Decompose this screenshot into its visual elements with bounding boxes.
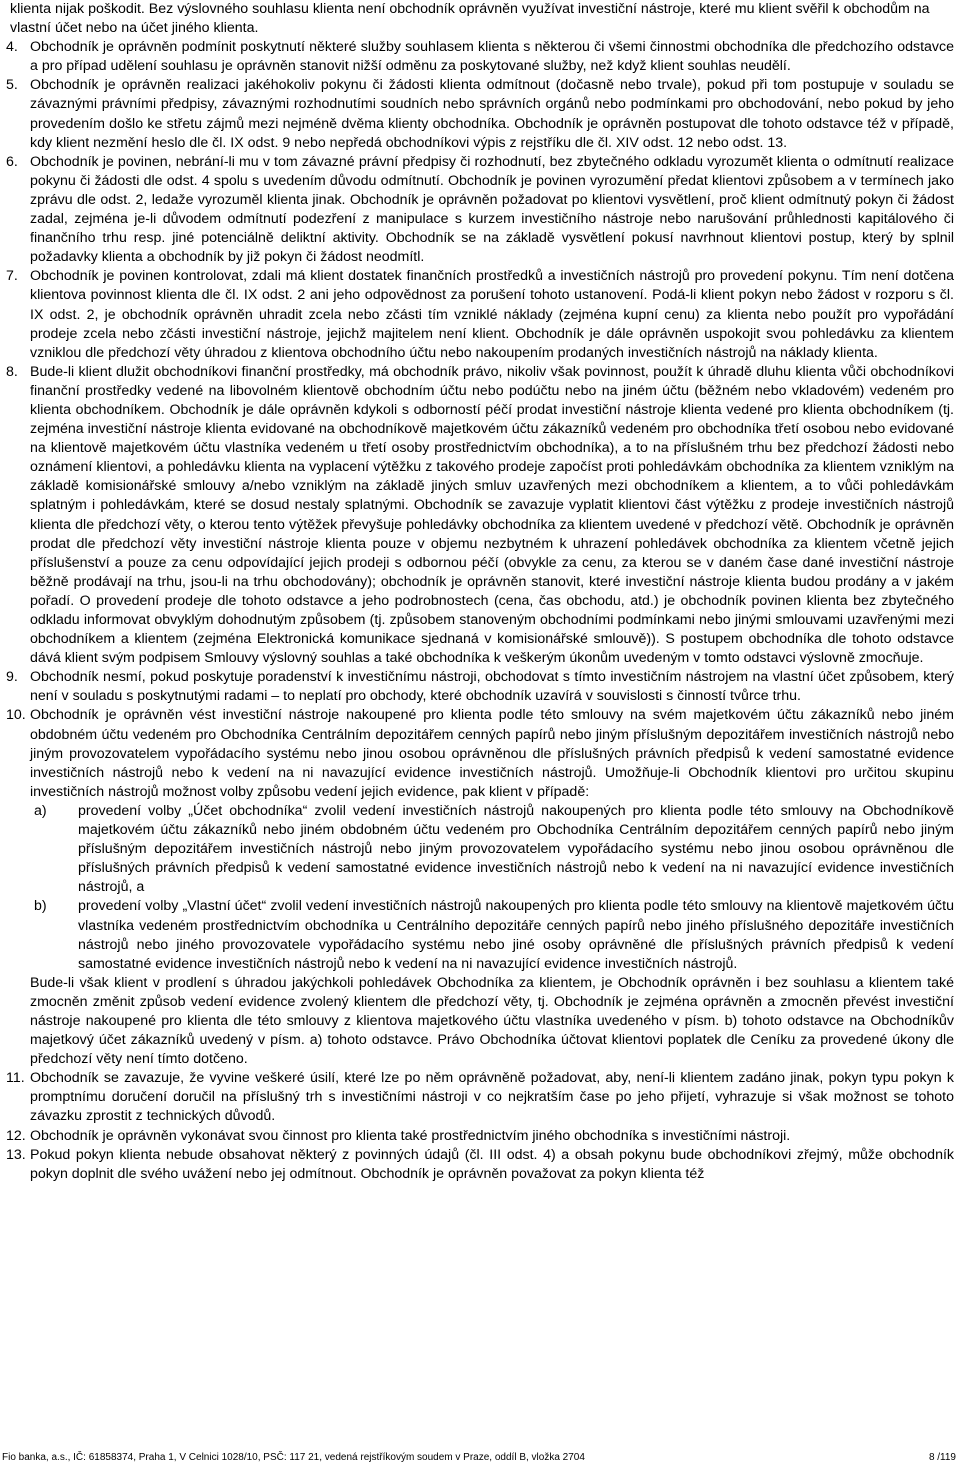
list-item xyxy=(0,1146,960,1184)
item-number: 8. xyxy=(6,363,18,380)
page-footer xyxy=(0,1451,960,1465)
sub-item-text: provedení volby „Účet obchodníka“ zvolil vedení investičních nástrojů nakoupených pro klienta podle této smlouvy na Obchodníkově majetkovém účtu zákazníků nebo jiném obdobném účtu vedeném pro Obchodníka Centrálním depozitářem cenných papírů nebo jiným příslušným depozitářem investičních nástrojů nebo jiným provozovatelem vypořádacího systému nebo jinou osobou oprávněnou dle příslušných právních předpisů k vedení samostatné evidence investičních nástrojů nebo k vedení na ni navazující evidence investičních nástrojů, a xyxy=(78,802,954,896)
item-number: 7. xyxy=(6,268,18,285)
item-number: 9. xyxy=(6,669,18,686)
list-item xyxy=(0,668,960,706)
sub-item-a xyxy=(30,802,954,897)
item-number: 11. xyxy=(6,1070,25,1087)
item-number: 10. xyxy=(6,707,26,724)
item-number: 13. xyxy=(6,1146,26,1163)
sub-item-b xyxy=(30,897,954,973)
list-item xyxy=(0,1127,960,1146)
list-item xyxy=(0,706,960,1069)
list-item xyxy=(0,1069,960,1126)
list-item xyxy=(0,76,960,152)
sub-item-label: a) xyxy=(34,802,47,819)
item-text: Pokud pokyn klienta nebude obsahovat některý z povinných údajů (čl. III odst. 4) a obsah pokynu bude obchodníkovi zřejmý, může obchodník pokyn doplnit dle svého uvážení nebo jej odmítnout. Obchodník je oprávněn považovat za pokyn klienta též xyxy=(30,1146,954,1182)
item-text: Bude-li klient dlužit obchodníkovi finanční prostředky, má obchodník právo, nikoliv však povinnost, použít k úhradě dluhu klienta vůči obchodníkovi finanční prostředky vedené na libovolném klientově obchodním účtu nebo podúčtu nebo na jiném účtu (běžném nebo vkladovém) vedeném pro klienta obchodníkem. Obchodník je dále oprávněn kdykoli s odborností péčí prodat investiční nástroje klienta vedené pro klienta obchodníkem (tj. zejména investiční nástroje klienta evidované na obchodníkově majetkovém účtu zákazníků vedeném pro obchodníka třetí osobou nebo evidované na klientově majetkovém účtu vlastníka vedeném u třetí osoby prostřednictvím obchodníka), a to na příslušném trhu bez předchozí žádosti nebo oznámení klientovi, a pohledávku klienta na vyplacení výtěžku z takového prodeje započíst proti pohledávkám obchodníka za klientem vzniklým na základě komisionářské smlouvy a/nebo vzniklým na základě jiných smluv uzavřených mezi obchodníkem a klientem, a to vůči pohledávkám splatným i pohledávkám, které se dosud nestaly splatnými. Obchodník se zavazuje vyplatit klientovi část výtěžku z prodeje investičních nástrojů klienta dle předchozí věty, o kterou tento výtěžek převyšuje pohledávky obchodníka za klientem uvedené v předchozí větě. Obchodník je oprávněn prodat dle předchozí věty investiční nástroje klienta pouze v objemu nezbytném k uhrazení pohledávek obchodníka za klientem včetně jejich příslušenství a pouze za cenu odpovídající jejich prodeji s odbornou péčí (obvykle za cenu, za kterou se v daném čase dané investiční nástroje běžně prodávají na trhu, jsou-li na trhu obchodovány); obchodník je oprávněn stanovit, které investiční nástroje klienta budou prodány a v jakém pořadí. O provedení prodeje dle tohoto odstavce a jeho podrobnostech (cena, čas obchodu, atd.) je obchodník povinen klienta bez zbytečného odkladu informovat obvyklým dohodnutým způsobem (tj. způsobem stanoveným obchodními podmínkami nebo jinými smlouvami uzavřenými mezi obchodníkem a klientem (zejména Elektronická komunikace sjednaná v komisionářské smlouvě)). S postupem obchodníka dle tohoto odstavce dává klient svým podpisem Smlouvy výslovný souhlas a také obchodníka k veškerým úkonům uvedeným v tomto odstavci výslovně zmocňuje. xyxy=(30,363,954,667)
item-text: Obchodník je oprávněn realizaci jakéhokoliv pokynu či žádosti klienta odmítnout (dočasně nebo trvale), pokud při tom postupuje v souladu se závaznými právními předpisy, závaznými rozhodnutími soudních nebo správních orgánů nebo podmínkami pro obchodování, nebo pokud by jeho provedením došlo ke střetu zájmů mezi nejméně dvěma klienty obchodníka. Obchodník je oprávněn postupovat dle tohoto odstavce též v případě, kdy klient nezmění heslo dle čl. IX odst. 9 nebo nepředá obchodníkovi výpis z rejstříku dle čl. XIV odst. 12 nebo odst. 13. xyxy=(30,77,954,151)
item-continuation-text: Bude-li však klient v prodlení s úhradou jakýchkoli pohledávek Obchodníka za klientem, je Obchodník oprávněn i bez souhlasu a klientem také zmocněn změnit způsob vedení evidence zvolený klientem dle předchozí věty, tj. Obchodník je zejména oprávněn a zmocněn převést investiční nástroje nakoupené pro klienta dle této smlouvy z klientova majetkového účtu vlastníka uvedeného v písm. b) tohoto odstavce na Obchodníkův majetkový účet zákazníků uvedený v písm. a) tohoto odstavce. Právo Obchodníka účtovat klientovi poplatek dle Ceníku za provedené úkony dle předchozí věty není tímto dotčeno. xyxy=(30,974,954,1068)
list-item xyxy=(0,38,960,76)
item-text: Obchodník je povinen kontrolovat, zdali má klient dostatek finančních prostředků a investičních nástrojů pro provedení pokynu. Tím není dotčena klientova povinnost klienta dle čl. IX odst. 2 ani jeho odpovědnost za porušení tohoto ustanovení. Podá-li klient pokyn nebo žádost v rozporu s čl. IX odst. 2, je obchodník oprávněn uhradit zcela nebo zčásti tím vzniklé náklady (zejména kupní cenu) za klienta nebo použít pro vypořádání prodeje zcela nebo zčásti investiční nástroje, jejichž majitelem není klient. Obchodník je dále oprávněn uspokojit svou pohledávku za klientem vzniklou dle předchozí věty úhradou z klientova obchodního účtu nebo nakoupením prodaných investičních nástrojů na náklady klienta. xyxy=(30,268,954,361)
item-text: Obchodník nesmí, pokud poskytuje poradenství k investičnímu nástroji, obchodovat s tímto investičním nástrojem na vlastní účet způsobem, který není v souladu s poskytnutými radami – to neplatí pro obchody, které obchodník uzavírá v souvislosti s činností tvůrce trhu. xyxy=(30,669,954,705)
item-text: Obchodník se zavazuje, že vyvine veškeré úsilí, které lze po něm oprávněně požadovat, aby, není-li klientem zadáno jinak, pokyn typu pokyn k promptnímu doručení doručil na příslušný trh s investičními nástroji v co nejkratším čase po jeho přijetí, vyhrazuje si však možnost se tohoto závazku zprostit z technických důvodů. xyxy=(30,1070,954,1125)
footer-company-info: Fio banka, a.s., IČ: 61858374, Praha 1, V Celnici 1028/10, PSČ: 117 21, vedená rejstříkovým soudem v Praze, oddíl B, vložka 2704 xyxy=(2,1452,585,1463)
item-text: Obchodník je oprávněn podmínit poskytnutí některé služby souhlasem klienta s některou či všemi činnostmi obchodníka dle předchozího odstavce a pro případ udělení souhlasu je oprávněn stanovit nižší odměnu za poskytované služby, než když klient souhlas neudělí. xyxy=(30,39,954,75)
list-item xyxy=(0,153,960,268)
list-item xyxy=(0,363,960,669)
item-number: 12. xyxy=(6,1127,26,1144)
item-number: 6. xyxy=(6,153,18,170)
item-number: 5. xyxy=(6,77,18,94)
item-text: Obchodník je povinen, nebrání-li mu v tom závazné právní předpisy či rozhodnutí, bez zbytečného odkladu vyrozumět klienta o odmítnutí realizace pokynu či žádosti dle odst. 4 spolu s uvedením důvodu odmítnutí. Obchodník je povinen vyrozumění předat klientovi způsobem a v termínech jako zprávu dle odst. 2, ledaže vyrozuměl klienta jinak. Obchodník je oprávněn požadovat po klientovi vysvětlení, proč klient odmítnutý pokyn či žádost zadal, zejména je-li důvodem odmítnutí podezření z manipulace s kurzem investičního nástroje nebo narušování průhlednosti kapitálového či finančního trhu resp. jiné potenciálně deliktní aktivity. Obchodník se na základě vysvětlení pokusí navrhnout klientovi postup, který by splnil požadavky klienta a obchodník by již pokyn či žádost neodmítl. xyxy=(30,153,954,266)
item-number: 4. xyxy=(6,39,18,56)
sub-item-label: b) xyxy=(34,898,47,915)
item-text: Obchodník je oprávněn vykonávat svou činnost pro klienta také prostřednictvím jiného obchodníka s investičními nástroji. xyxy=(30,1127,791,1144)
sub-item-text: provedení volby „Vlastní účet“ zvolil vedení investičních nástrojů nakoupených pro klienta podle této smlouvy na klientově majetkovém účtu vlastníka vedeném prostřednictvím obchodníka u Centrálního depozitáře cenných papírů nebo jiného příslušného depozitáře investičních nástrojů nebo jiného provozovatele vypořádacího systému nebo jiné osoby oprávněné dle příslušných právních předpisů k vedení samostatné evidence investičních nástrojů nebo k vedení na ni navazující evidence investičních nástrojů. xyxy=(78,898,954,972)
page-number: 8 /119 xyxy=(928,1452,956,1463)
item-text: Obchodník je oprávněn vést investiční nástroje nakoupené pro klienta podle této smlouvy na svém majetkovém účtu zákazníků nebo jiném obdobném účtu vedeném pro Obchodníka Centrálním depozitářem cenných papírů nebo jiným příslušným depozitářem investičních nástrojů nebo jiným provozovatelem vypořádacího systému nebo jinou osobou oprávněnou dle příslušných právních předpisů k vedení samostatné evidence investičních nástrojů nebo k vedení na ni navazující evidence investičních nástrojů. Umožňuje-li Obchodník klientovi pro určitou skupinu investičních nástrojů možnost volby způsobu vedení jejich evidence, pak klient v případě: xyxy=(30,707,954,800)
list-item xyxy=(0,267,960,362)
intro-paragraph: klienta nijak poškodit. Bez výslovného souhlasu klienta není obchodník oprávněn využívat investiční nástroje, které mu klient svěřil k obchodům na vlastní účet nebo na účet jiného klienta. xyxy=(10,1,930,37)
